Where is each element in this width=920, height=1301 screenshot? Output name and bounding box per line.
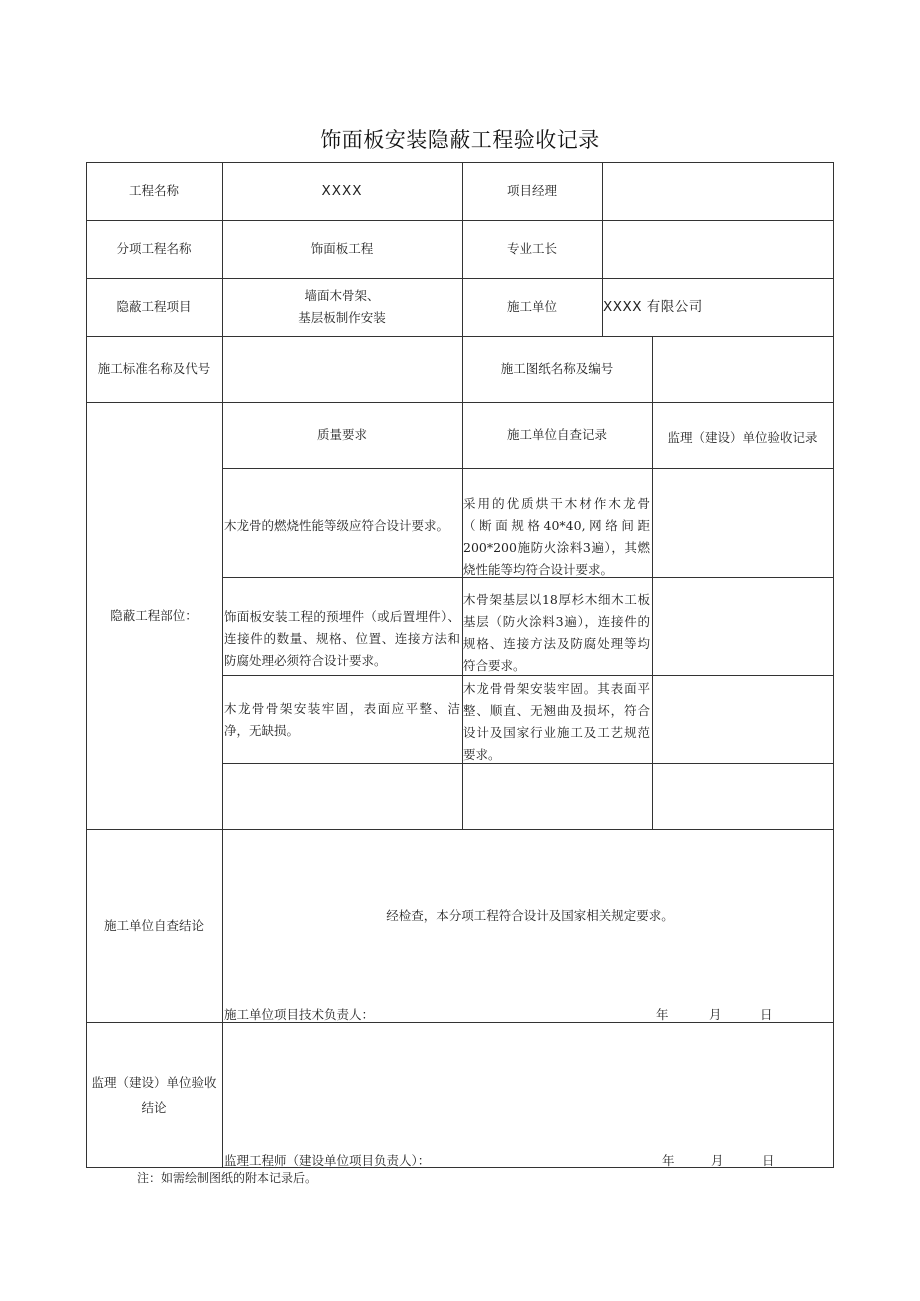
- col-self-check-header: 施工单位自查记录: [506, 427, 607, 442]
- standard-label: 施工标准名称及代号: [97, 361, 211, 376]
- hidden-section-label: 隐蔽工程部位：: [110, 607, 198, 623]
- sub-project-label: 分项工程名称: [116, 241, 192, 256]
- project-manager-value: [602, 162, 833, 220]
- footnote: 注：如需绘制图纸的附本记录后。: [137, 1171, 318, 1185]
- self-conclusion-month: 月: [709, 1007, 722, 1022]
- page-title: 饰面板安装隐蔽工程验收记录: [320, 128, 600, 152]
- drawing-label: 施工图纸名称及编号: [500, 361, 614, 376]
- record-3: 木龙骨骨架安装牢固。其表面平整、顺直、无翘曲及损坏，符合设计及国家行业施工及工艺规范要求。: [463, 681, 650, 762]
- requirement-2: 饰面板安装工程的预埋件（或后置埋件）、连接件的数量、规格、位置、连接方法和防腐处理必须符合设计要求。: [224, 609, 460, 668]
- record-1: 采用的优质烘干木材作木龙骨（断面规格40*40,网络间距200*200施防火涂料3遍），其燃烧性能等均符合设计要求。: [463, 496, 650, 577]
- self-conclusion-text: 经检查，本分项工程符合设计及国家相关规定要求。: [386, 908, 674, 923]
- drawing-value: [652, 336, 833, 402]
- supervisor-conclusion-label: [86, 1022, 222, 1167]
- foreman-value: [602, 220, 833, 278]
- sub-project-value: 饰面板工程: [310, 241, 374, 256]
- contractor-label: 施工单位: [506, 299, 557, 314]
- project-manager-label: 项目经理: [506, 183, 557, 198]
- standard-value: [222, 336, 462, 402]
- record-2: 木骨架基层以18厚杉木细木工板基层（防火涂料3遍），连接件的规格、连接方法及防腐处理等均符合要求。: [463, 592, 650, 673]
- hidden-item-line2: 基层板制作安装: [298, 310, 386, 325]
- supervisor-conclusion-label-line1: 监理（建设）单位验收: [91, 1074, 217, 1090]
- supervisor-conclusion-year: 年: [662, 1153, 675, 1168]
- project-name-value: XXXX: [321, 183, 363, 199]
- self-conclusion-label: 施工单位自查结论: [103, 917, 204, 933]
- col-quality-header: 质量要求: [316, 427, 367, 442]
- supervisor-conclusion-month: 月: [711, 1153, 724, 1168]
- supervisor-conclusion-label-line2: 结论: [141, 1099, 167, 1115]
- self-conclusion-year: 年: [656, 1007, 669, 1022]
- self-conclusion-signer: 施工单位项目技术负责人：: [224, 1007, 375, 1022]
- supervisor-conclusion-signer: 监理工程师（建设单位项目负责人）：: [224, 1153, 431, 1168]
- foreman-label: 专业工长: [506, 241, 557, 256]
- col-supervisor-header: 监理（建设）单位验收记录: [667, 430, 818, 445]
- requirement-1: 木龙骨的燃烧性能等级应符合设计要求。: [224, 518, 450, 533]
- project-name-label: 工程名称: [128, 183, 179, 198]
- self-conclusion-day: 日: [760, 1007, 773, 1022]
- supervisor-conclusion-day: 日: [762, 1153, 775, 1168]
- requirement-3: 木龙骨骨架安装牢固，表面应平整、洁净，无缺损。: [224, 701, 460, 738]
- contractor-value: XXXX 有限公司: [603, 299, 703, 315]
- hidden-item-value: [222, 278, 462, 336]
- hidden-item-line1: 墙面木骨架、: [304, 288, 380, 303]
- hidden-item-label: 隐蔽工程项目: [116, 299, 192, 314]
